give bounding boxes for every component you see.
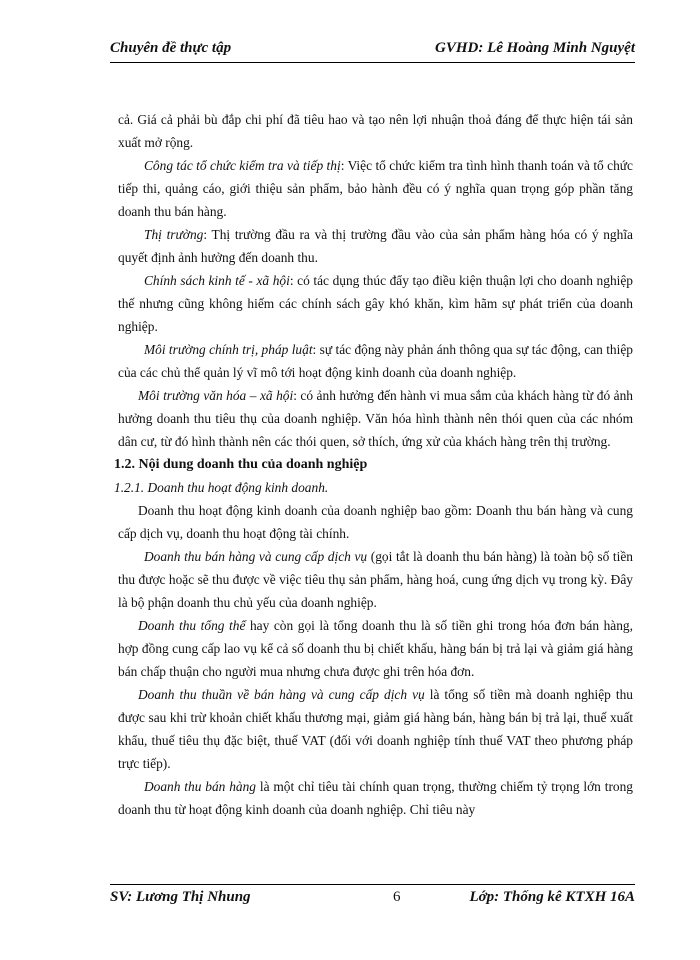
subsection-heading-1-2-1: 1.2.1. Doanh thu hoạt động kinh doanh.	[114, 480, 329, 495]
paragraph-lead: Doanh thu bán hàng	[144, 779, 256, 794]
paragraph-text: : có ảnh hưởng đến hành vi mua sắm của khách hàng từ đó ảnh hưởng doanh thu tiêu thụ của doanh nghiệp. Văn hóa hình thành nên thói quen của các nhóm dân cư, từ đó hình thành nên các thói quen, sở thích, ứng xử của khách hàng trên thị trường.	[118, 388, 633, 449]
paragraph-lead: Thị trường	[144, 227, 204, 242]
page-footer	[110, 884, 635, 909]
paragraph-text: hay còn gọi là tổng doanh thu là số tiền ghi trong hóa đơn bán hàng, hợp đồng cung cấp lao vụ kể cả số doanh thu bị chiết khấu, hàng bán bị trả lại và giảm giá hàng bán chấp thuận cho người mua nhưng chưa được ghi trên hóa đơn.	[118, 618, 633, 679]
paragraph-lead: Doanh thu tổng thể	[138, 618, 246, 633]
paragraph-text: : sự tác động này phản ánh thông qua sự tác động, can thiệp của các chủ thể quản lý vĩ mô tới hoạt động kinh doanh của doanh nghiệp.	[118, 342, 633, 380]
document-body	[114, 108, 633, 821]
paragraph-market	[118, 223, 633, 269]
footer-class-name: Lớp: Thống kê KTXH 16A	[469, 889, 635, 905]
header-right-advisor: GVHD: Lê Hoàng Minh Nguyệt	[434, 40, 635, 56]
paragraph-net-revenue	[118, 683, 633, 775]
paragraph-culture	[118, 384, 633, 453]
paragraph-text: là một chỉ tiêu tài chính quan trọng, thường chiếm tỷ trọng lớn trong doanh thu từ hoạt động kinh doanh của doanh nghiệp. Chỉ tiêu này	[118, 779, 633, 817]
paragraph-text: : Thị trường đầu ra và thị trường đầu vào của sản phẩm hàng hóa có ý nghĩa quyết định ảnh hưởng đến doanh thu.	[118, 227, 633, 265]
paragraph-text: Doanh thu hoạt động kinh doanh của doanh nghiệp bao gồm: Doanh thu bán hàng và cung cấp dịch vụ, doanh thu hoạt động tài chính.	[118, 503, 633, 541]
paragraph-text: là tổng số tiền mà doanh nghiệp thu được sau khi trừ khoản chiết khấu thương mại, giảm giá hàng bán, hàng bán bị trả lại, thuế xuất khẩu, thuế tiêu thụ đặc biệt, thuế VAT (đối với doanh nghiệp tính thuế VAT theo phương pháp trực tiếp).	[118, 687, 633, 771]
paragraph-total-revenue	[118, 614, 633, 683]
paragraph-text: : Việc tổ chức kiểm tra tình hình thanh toán và tổ chức tiếp thi, quảng cáo, giới thiệu sản phẩm, bảo hành đều có ý nghĩa quan trọng góp phần tăng doanh thu bán hàng.	[118, 158, 633, 219]
paragraph-text: cả. Giá cả phải bù đắp chi phí đã tiêu hao và tạo nên lợi nhuận thoả đáng để thực hiện tái sản xuất mở rộng.	[118, 112, 633, 150]
footer-student-name: SV: Lương Thị Nhung	[110, 889, 251, 905]
paragraph-lead: Công tác tổ chức kiểm tra và tiếp thị	[144, 158, 341, 173]
paragraph-lead: Doanh thu thuần về bán hàng và cung cấp dịch vụ	[138, 687, 425, 702]
paragraph-lead: Doanh thu bán hàng và cung cấp dịch vụ	[144, 549, 368, 564]
paragraph-continuation	[118, 108, 633, 154]
paragraph-policy	[118, 269, 633, 338]
page-number: 6	[393, 889, 401, 905]
paragraph-text: : có tác dụng thúc đẩy tạo điều kiện thuận lợi cho doanh nghiệp thế nhưng cũng không hiếm các chính sách gây khó khăn, kìm hãm sự phát triển của doanh nghiệp.	[118, 273, 633, 334]
section-heading-1-2: 1.2. Nội dung doanh thu của doanh nghiệp	[114, 457, 368, 472]
paragraph-politics	[118, 338, 633, 384]
paragraph-lead: Môi trường văn hóa – xã hội	[138, 388, 294, 403]
page-header	[110, 40, 635, 63]
paragraph-lead: Môi trường chính trị, pháp luật	[144, 342, 313, 357]
header-left-title: Chuyên đề thực tập	[110, 40, 232, 56]
paragraph-revenue-components	[118, 499, 633, 545]
paragraph-sales-revenue	[118, 545, 633, 614]
paragraph-lead: Chính sách kinh tế - xã hội	[144, 273, 290, 288]
paragraph-marketing	[118, 154, 633, 223]
paragraph-sales-indicator	[118, 775, 633, 821]
paragraph-text: (gọi tắt là doanh thu bán hàng) là toàn bộ số tiền thu được hoặc sẽ thu được về việc tiêu thụ sản phẩm, hàng hoá, cung ứng dịch vụ trong kỳ. Đây là bộ phận doanh thu chủ yếu của doanh nghiệp.	[118, 549, 633, 610]
